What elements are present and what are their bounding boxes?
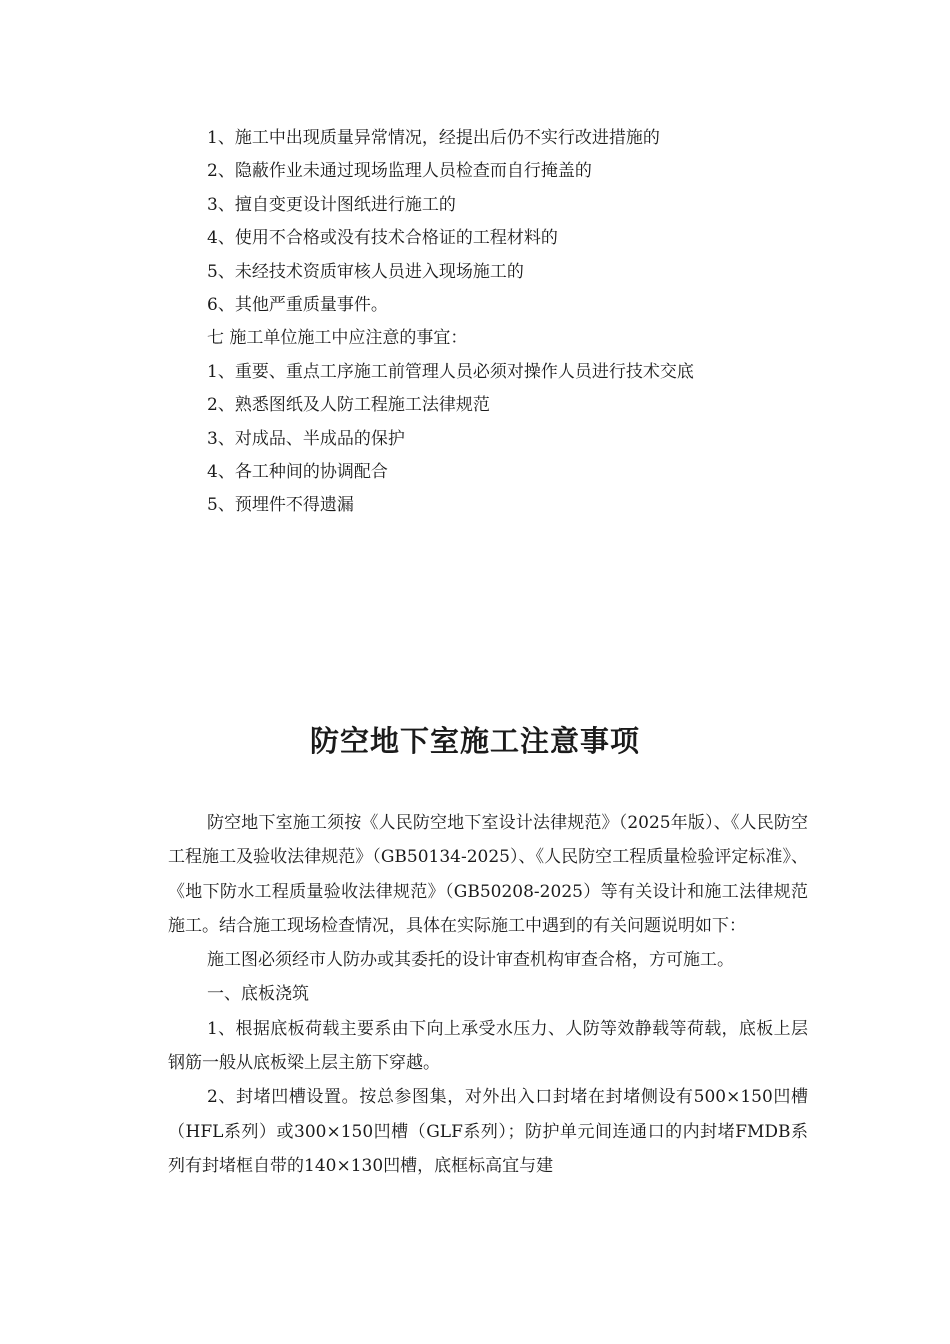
document-body (168, 806, 808, 1183)
list-item: 5、预埋件不得遗漏 (207, 495, 354, 516)
list-item: 4、各工种间的协调配合 (207, 461, 388, 482)
document-title: 防空地下室施工注意事项 (309, 724, 640, 758)
list-item: 4、使用不合格或没有技术合格证的工程材料的 (207, 228, 558, 249)
list-item: 6、其他严重质量事件。 (207, 294, 388, 315)
list-item: 1、施工中出现质量异常情况，经提出后仍不实行改进措施的 (207, 128, 660, 148)
body-paragraph: 1、根据底板荷载主要系由下向上承受水压力、人防等效静载等荷载，底板上层钢筋一般从底板梁上层主筋下穿越。 (168, 1018, 808, 1074)
requirements-list (207, 122, 847, 523)
body-paragraph: 施工图必须经市人防办或其委托的设计审查机构审查合格，方可施工。 (207, 950, 734, 971)
section-heading: 七 施工单位施工中应注意的事宜： (207, 328, 468, 349)
body-paragraph: 2、封堵凹槽设置。按总参图集，对外出入口封堵在封堵侧设有500×150凹槽（HFL系列）或300×150凹槽（GLF系列）；防护单元间连通口的内封堵FMDB系列有封堵框自带的140×130凹槽，底框标高宜与建 (168, 1087, 808, 1176)
list-item: 5、未经技术资质审核人员进入现场施工的 (207, 261, 524, 282)
list-item: 1、重要、重点工序施工前管理人员必须对操作人员进行技术交底 (207, 361, 694, 382)
intro-paragraph: 防空地下室施工须按《人民防空地下室设计法律规范》（2025年版）、《人民防空工程施工及验收法律规范》（GB50134-2025）、《人民防空工程质量检验评定标准》、《地下防水工程质量验收法律规范》（GB50208-2025）等有关设计和施工法律规范施工。结合施工现场检查情况，具体在实际施工中遇到的有关问题说明如下： (168, 813, 808, 936)
list-item: 3、对成品、半成品的保护 (207, 428, 405, 449)
section-heading: 一、底板浇筑 (207, 984, 309, 1005)
list-item: 3、擅自变更设计图纸进行施工的 (207, 194, 456, 215)
list-item: 2、隐蔽作业未通过现场监理人员检查而自行掩盖的 (207, 161, 592, 182)
list-item: 2、熟悉图纸及人防工程施工法律规范 (207, 395, 490, 416)
